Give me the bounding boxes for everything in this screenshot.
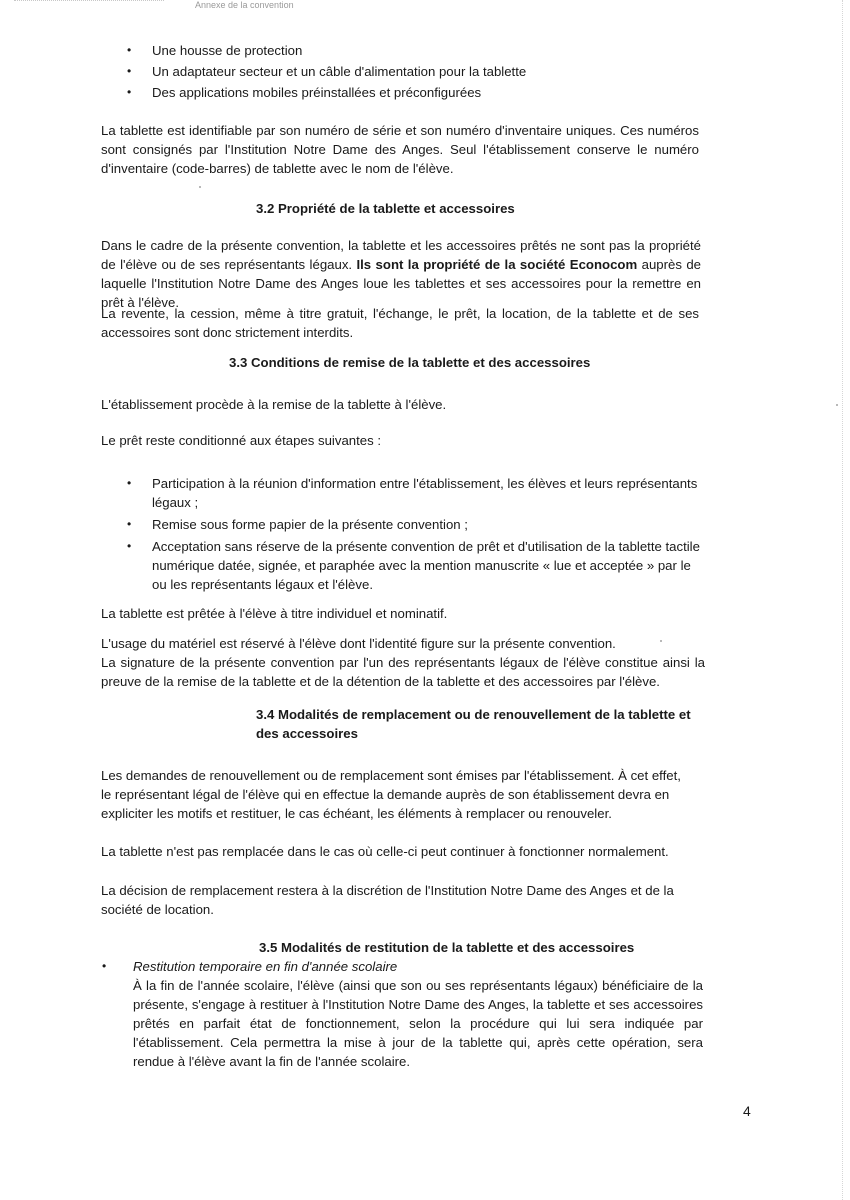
list-item xyxy=(127,83,732,102)
list-item-text: Un adaptateur secteur et un câble d'alimentation pour la tablette xyxy=(152,64,527,79)
top-bullet-list xyxy=(127,41,732,102)
subsection-title: Restitution temporaire en fin d'année scolaire xyxy=(133,959,398,974)
bullet-marker: • xyxy=(127,539,132,553)
section-title-3-5: 3.5 Modalités de restitution de la tablette et des accessoires xyxy=(259,940,635,955)
scan-speck xyxy=(836,404,838,406)
list-item xyxy=(127,62,732,81)
paragraph-text: La tablette est identifiable par son numéro de série et son numéro d'inventaire uniques. Ces numéros sont consignés par l'Institution Notre Dame des Anges. Seul l'établissement conserve le numéro d'inventaire (code-barres) de tablette avec le nom de l'élève. xyxy=(101,123,699,176)
section-title-3-2: 3.2 Propriété de la tablette et accessoires xyxy=(256,201,515,216)
list-item-text: Des applications mobiles préinstallées et préconfigurées xyxy=(152,85,482,100)
scan-header-text: Annexe de la convention xyxy=(195,0,294,10)
paragraph-bold-text: Ils sont la propriété de la société Econocom xyxy=(356,257,638,272)
list-item xyxy=(127,474,704,512)
paragraph-text: La décision de remplacement restera à la discrétion de l'Institution Notre Dame des Anges et de la société de location. xyxy=(101,883,674,917)
bullet-marker: • xyxy=(127,85,132,99)
paragraph-text: La tablette est prêtée à l'élève à titre individuel et nominatif. xyxy=(101,606,448,621)
list-item-text: Remise sous forme papier de la présente convention ; xyxy=(152,517,468,532)
section-3-4-paragraph-2 xyxy=(101,842,701,861)
paragraph-identifiable xyxy=(101,121,699,178)
paragraph-text: L'établissement procède à la remise de la tablette à l'élève. xyxy=(101,397,447,412)
section-3-3-paragraph-4 xyxy=(101,634,705,691)
paragraph-text: À la fin de l'année scolaire, l'élève (ainsi que son ou ses représentants légaux) bénéficiaire de la présente, s'engage à restituer à l'Institution Notre Dame des Anges, la tablette et ses accessoires prêtés en parfait état de fonctionnement, selon la procédure qui lui sera indiquée par l'établissement. Cela permettra la mise à jour de la tablette qui, après cette opération, sera rendue à l'élève avant la fin de l'année scolaire. xyxy=(133,978,703,1069)
section-3-3-paragraph-2 xyxy=(101,431,701,450)
section-title-3-4: 3.4 Modalités de remplacement ou de renouvellement de la tablette et des accessoires xyxy=(256,707,691,741)
section-3-4-paragraph-3 xyxy=(101,881,701,919)
paragraph-text: auprès de laquelle l'Institution Notre Dame des Anges loue les tablettes et ses accessoires pour la remettre en prêt à l'élève. xyxy=(101,257,701,310)
paragraph-text: L'usage du matériel est réservé à l'élève dont l'identité figure sur la présente convention. xyxy=(101,636,616,651)
paragraph-text: La signature de la présente convention par l'un des représentants légaux de l'élève constitue ainsi la preuve de la remise de la tablette et de la détention de la tablette et des accessoires par l'élève. xyxy=(101,655,705,689)
list-item-text: Acceptation sans réserve de la présente convention de prêt et d'utilisation de la tablette tactile numérique datée, signée, et paraphée avec la mention manuscrite « lue et acceptée » par le ou les représentants légaux et l'élève. xyxy=(152,539,700,592)
paragraph-text: Dans le cadre de la présente convention, la tablette et les accessoires prêtés ne sont pas la propriété de l'élève ou de ses représentants légaux. xyxy=(101,238,701,272)
section-3-5-item xyxy=(102,957,703,1071)
section-3-3-paragraph-1 xyxy=(101,395,701,414)
bullet-marker: • xyxy=(127,517,132,531)
conditions-bullet-list xyxy=(127,474,704,594)
bullet-marker: • xyxy=(102,959,107,973)
list-item-text: Une housse de protection xyxy=(152,43,303,58)
scan-edge-line xyxy=(842,0,844,1200)
list-item xyxy=(127,537,704,594)
section-3-3-paragraph-3 xyxy=(101,604,701,623)
list-item xyxy=(127,41,732,60)
section-3-2-paragraph-2 xyxy=(101,304,699,342)
bullet-marker: • xyxy=(127,476,132,490)
section-3-4-paragraph-1 xyxy=(101,766,691,823)
paragraph-text: La revente, la cession, même à titre gratuit, l'échange, le prêt, la location, de la tablette et de ses accessoires sont donc strictement interdits. xyxy=(101,306,699,340)
section-3-2-paragraph-1 xyxy=(101,236,701,312)
section-title-3-3: 3.3 Conditions de remise de la tablette et des accessoires xyxy=(229,355,591,370)
scan-artifact-dots xyxy=(14,0,164,3)
paragraph-text: La tablette n'est pas remplacée dans le cas où celle-ci peut continuer à fonctionner normalement. xyxy=(101,844,669,859)
paragraph-text: Les demandes de renouvellement ou de remplacement sont émises par l'établissement. À cet effet, le représentant légal de l'élève qui en effectue la demande auprès de son établissement devra en expliciter les motifs et restituer, le cas échéant, les éléments à remplacer ou renouveler. xyxy=(101,768,681,821)
scan-speck xyxy=(199,186,201,188)
paragraph-text: Le prêt reste conditionné aux étapes suivantes : xyxy=(101,433,382,448)
page-number: 4 xyxy=(743,1103,751,1119)
list-item xyxy=(127,515,704,534)
list-item-text: Participation à la réunion d'information entre l'établissement, les élèves et leurs représentants légaux ; xyxy=(152,476,698,510)
bullet-marker: • xyxy=(127,43,132,57)
bullet-marker: • xyxy=(127,64,132,78)
